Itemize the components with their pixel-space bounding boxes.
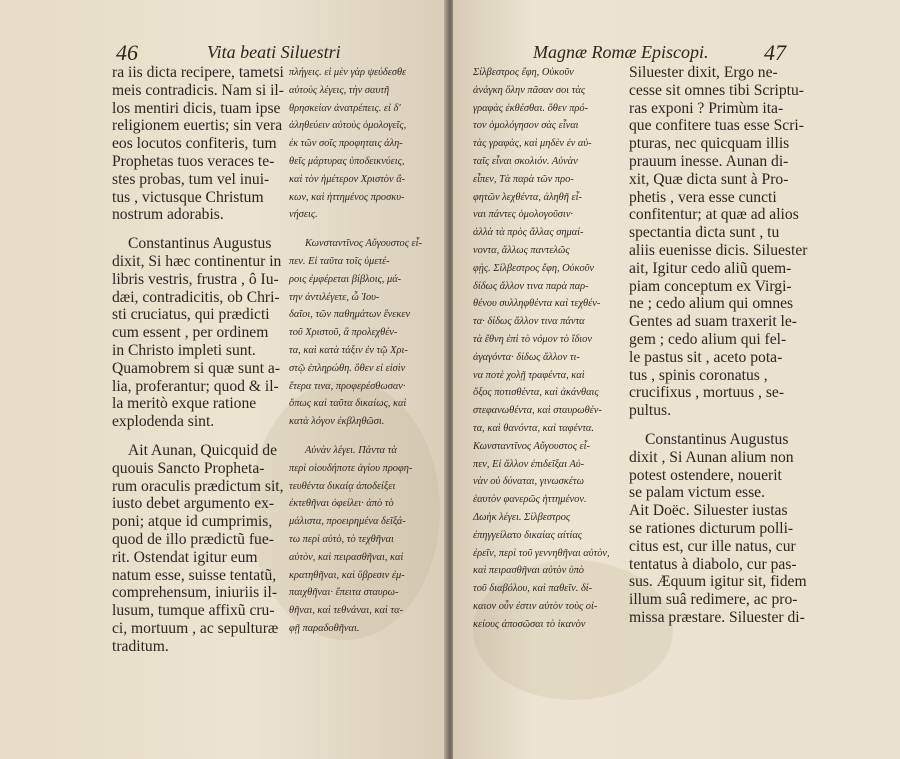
text-line: pultus. <box>629 402 672 420</box>
text-line: καὶ πειρασθῆναι αὐτὸν ὑπὸ <box>473 565 585 577</box>
text-line: δίδως ἄλλον τινα παρὰ παρ- <box>473 280 589 292</box>
text-line: ἀληθεύειν αὐτοὺς ὁμολογεῖς, <box>289 120 407 132</box>
text-line: γραφὰς ἐκθέσθαι. ὅθεν πρό- <box>473 102 589 114</box>
text-line: nostrum adorabis. <box>112 206 224 224</box>
text-line: ἐπηγγείλατο δικαίας αἰτίας <box>473 529 583 541</box>
text-line: Constantinus Augustus <box>128 235 272 253</box>
text-line: τα, καὶ θανόντα, καὶ ταφέντα. <box>473 422 594 434</box>
text-line: ροις ἐμφέρεται βίβλοις, μά- <box>289 273 402 285</box>
text-line: να ποτὲ χολῇ τραφέντα, καὶ <box>473 369 585 381</box>
text-line: Ait Aunan, Quicquid de <box>128 441 277 459</box>
text-line: spectantia dicta sunt , tu <box>629 224 780 242</box>
text-line: gem ; cedo alium qui fel- <box>629 330 787 348</box>
text-line: ἑαυτὸν φανερῶς ἡττημένον. <box>473 494 587 506</box>
text-line: missa præstare. Siluester di- <box>629 608 805 626</box>
text-line: καὶ τὸν ἡμέτερον Χριστὸν ἄ- <box>289 173 406 185</box>
text-line: ὄξος ποτισθέντα, καὶ ἀκάνθαις <box>473 387 599 399</box>
text-line: Constantinus Augustus <box>645 430 789 448</box>
paragraph-break <box>629 420 809 431</box>
text-line: τὰ ἔθνη ἐπὶ τὸ νόμον τὸ ἴδιον <box>473 333 592 345</box>
text-line: νὰν οὐ δύναται, γινωσκέτω <box>473 476 584 488</box>
text-line: rit. Ostendat igitur eum <box>112 548 258 566</box>
text-line: τευθέντα δικαίᾳ ἀποδείξει <box>289 480 396 492</box>
text-line: δαῖοι, τῶν παθημάτων ἕνεκεν <box>289 309 411 321</box>
right-page <box>453 0 900 759</box>
text-line: stes probas, tum vel inui- <box>112 170 270 188</box>
left-page <box>0 0 447 759</box>
text-line: ναι πάντες ὁμολογοῦσιν· <box>473 209 574 221</box>
text-line: traditum. <box>112 637 169 655</box>
text-line: dixit , Si Aunan alium non <box>629 448 794 466</box>
text-line: τοῦ Χριστοῦ, ἃ προλεχθέν- <box>289 327 398 339</box>
text-line: natum esse, suisse tentatũ, <box>112 566 277 584</box>
text-line: tus , spinis coronatus , <box>629 366 768 384</box>
text-line: κρατηθῆναι, καὶ ὕβρεσιν ἐμ- <box>289 569 405 581</box>
text-line: μάλιστα, προειρημένα δεῖξά- <box>289 516 406 528</box>
text-line: cum essent , per ordinem <box>112 324 269 342</box>
text-line: pturas, nec quicquam illis <box>629 135 790 153</box>
text-line: ὅπως καὶ ταῦτα δικαίως, καὶ <box>289 398 407 410</box>
text-line: στεφανωθέντα, καὶ σταυρωθέν- <box>473 405 602 417</box>
text-line: ra iis dicta recipere, tametsi <box>112 64 284 81</box>
text-line: ἀνάγκη ὅλην πᾶσαν σοι τὰς <box>473 84 586 96</box>
text-line: iusto debet argumento ex- <box>112 495 275 513</box>
text-line: Quamobrem si quæ sunt a- <box>112 359 281 377</box>
page-number: 47 <box>764 40 786 65</box>
greek-column <box>473 64 628 634</box>
text-line: explodenda sint. <box>112 413 215 431</box>
text-line: se rationes dicturum polli- <box>629 519 794 537</box>
text-line: aliis euenisse dicis. Siluester <box>629 241 808 259</box>
text-line: ci, mortuum , ac sepulturæ <box>112 619 279 637</box>
paragraph-break <box>289 224 439 235</box>
text-line: κων, καὶ ἡττημένος προσκυ- <box>289 191 405 203</box>
text-line: περὶ οἱουδήποτε ἁγίου προφη- <box>289 462 413 474</box>
text-line: xit, Quæ dicta sunt à Pro- <box>629 170 789 188</box>
paragraph-break <box>289 431 439 442</box>
text-line: potest ostendere, nouerit <box>629 466 782 484</box>
text-line: ταῖς εἶναι σκολιόν. Αὐνὰν <box>473 155 578 167</box>
text-line: sus. Æquum igitur sit, fidem <box>629 573 807 591</box>
text-line: Κωνσταντῖνος Αὔγουστος εἶ- <box>473 440 590 452</box>
text-line: citus est, cur ille natus, cur <box>629 537 796 555</box>
text-line: ἕτερα τινα, προφερέσθωσαν· <box>289 380 406 392</box>
text-line: phetis , vera esse cuncti <box>629 188 777 206</box>
text-line: le pastus sit , aceto pota- <box>629 348 783 366</box>
text-line: πεν, Εἰ ἄλλον ἐπιδεῖξαι Αὐ- <box>473 458 585 470</box>
text-line: καιον οὖν ἐστιν αὐτὸν τοὺς οἰ- <box>473 600 598 612</box>
text-line: Δωὴκ λέγει. Σίλβεστρος <box>473 511 571 523</box>
text-line: θεῖς μάρτυρας ὑποδεικνύεις, <box>289 155 405 167</box>
text-line: ἀγαγόντα· δίδως ἄλλον τι- <box>473 351 580 363</box>
running-head: Magnæ Romæ Episcopi. <box>533 42 709 62</box>
text-line: ἐκτεθῆναι ὀφείλει· ἀπὸ τὸ <box>289 498 394 510</box>
text-line: tentatus à diabolo, cur pas- <box>629 555 797 573</box>
text-line: crucifixus , mortuus , se- <box>629 384 785 402</box>
latin-column <box>112 64 287 656</box>
text-line: ras exponi ? Primùm ita- <box>629 99 784 117</box>
text-line: sti cruciatus, qui prædicti <box>112 306 270 324</box>
text-line: cesse sit omnes tibi Scriptu- <box>629 81 804 99</box>
text-line: κατὰ λόγον ἐκβληθῶσι. <box>289 416 385 428</box>
text-line: eos locutos confiteris, tum <box>112 135 277 153</box>
running-head: Vita beati Siluestri <box>207 42 341 62</box>
text-line: lusum, tumque affixũ cru- <box>112 602 275 620</box>
text-line: την ἀντιλέγετε, ὦ Ἰου- <box>289 291 380 303</box>
text-line: πλήγεις. εἰ μὲν γὰρ ψεύδεσθε <box>289 67 407 78</box>
text-line: τοῦ διαβόλου, καὶ παθεῖν. δί- <box>473 583 593 595</box>
text-line: rum oraculis prædictum sit, <box>112 477 284 495</box>
text-line: τα, καὶ κατὰ τάξιν ἐν τῷ Χρι- <box>289 344 408 356</box>
text-line: tus , victusque Christum <box>112 188 264 206</box>
text-line: ἀλλὰ τὰ πρὸς ἄλλας σημαί- <box>473 227 584 239</box>
text-line: Siluester dixit, Ergo ne- <box>629 64 778 81</box>
text-line: τον ὁμολόγησον σὰς εἶναι <box>473 120 579 132</box>
text-line: ne ; cedo alium qui omnes <box>629 295 794 313</box>
latin-column <box>629 64 809 627</box>
text-line: quod de illo prædictũ fue- <box>112 530 274 548</box>
text-line: εἶπεν, Τὰ παρὰ τῶν προ- <box>473 173 574 185</box>
text-line: Gentes ad suam traxerit le- <box>629 313 797 331</box>
text-line: illum suâ redimere, ac pro- <box>629 591 798 609</box>
text-line: θρησκείαν ἀνατρέπεις. εἰ δ' <box>289 102 401 114</box>
text-line: dæi, contradicitis, ob Chri- <box>112 288 280 306</box>
text-line: φητῶν λεχθέντα, ἀληθῆ εἶ- <box>473 191 582 203</box>
text-line: θένου συλληφθέντα καὶ τεχθέν- <box>473 298 601 310</box>
text-line: φῇ παραδοθῆναι. <box>289 622 360 634</box>
text-line: παιχθῆναι· ἔπειτα σταυρω- <box>289 587 399 599</box>
text-line: dixit, Si hæc continentur in <box>112 252 282 270</box>
text-line: religionem euertis; sin vera <box>112 117 283 135</box>
text-line: comprehensum, iniuriis il- <box>112 584 278 602</box>
text-line: ait, Igitur cedo aliũ quem- <box>629 259 792 277</box>
text-line: Prophetas tuos veraces te- <box>112 152 275 170</box>
greek-column <box>289 64 439 638</box>
text-line: Κωνσταντῖνος Αὔγουστος εἶ- <box>305 238 422 250</box>
text-line: piam conceptum ex Virgi- <box>629 277 792 295</box>
text-line: πεν. Εἰ ταῦτα τοῖς ὑμετέ- <box>289 255 390 267</box>
paragraph-break <box>112 224 287 235</box>
text-line: lia, proferantur; quod & il- <box>112 377 279 395</box>
text-line: prauum inesse. Aunan di- <box>629 152 789 170</box>
text-line: ἐκ τῶν σοῖς προφηταις ἀλη- <box>289 138 403 150</box>
text-line: φῂς. Σίλβεστρος ἔφη, Οὐκοῦν <box>473 262 595 274</box>
text-line: Ait Doëc. Siluester iustas <box>629 502 788 520</box>
text-line: ἐρεῖν, περὶ τοῦ γεννηθῆναι αὐτὸν, <box>473 547 610 559</box>
text-line: αὐτὸν, καὶ πειρασθῆναι, καὶ <box>289 551 404 563</box>
text-line: poni; atque id cumprimis, <box>112 513 273 531</box>
text-line: τα· δίδως ἄλλον τινα πάντα <box>473 316 585 328</box>
text-line: la meritò exque ratione <box>112 395 257 413</box>
text-line: τω περὶ αὐτὸ, τὸ τεχθῆναι <box>289 533 394 545</box>
text-line: θῆναι, καὶ τεθνάναι, καὶ τα- <box>289 605 404 617</box>
text-line: νήσεις. <box>289 209 318 221</box>
text-line: in Christo impleti sunt. <box>112 341 256 359</box>
text-line: αὐτοὺς λέγεις, τὴν σαυτῆ <box>289 84 390 96</box>
text-line: que confitere tuas esse Scri- <box>629 117 804 135</box>
page-number: 46 <box>116 40 138 65</box>
text-line: κείους ἀποσῶσαι τὸ ἰκανὸν <box>473 618 586 630</box>
text-line: Σίλβεστρος ἔφη, Οὐκοῦν <box>473 67 574 78</box>
text-line: los mentiri dicis, tuam ipse <box>112 99 281 117</box>
paragraph-break <box>112 431 287 442</box>
text-line: τὰς γραφὰς, καὶ μηδὲν ἐν αὐ- <box>473 138 592 150</box>
text-line: se palam victum esse. <box>629 484 765 502</box>
text-line: confitentur; at quæ ad alios <box>629 206 799 224</box>
text-line: νοντα, ἄλλως παντελῶς <box>473 244 570 256</box>
text-line: meis contradicis. Nam si il- <box>112 81 284 99</box>
text-line: libris vestris, frustra , ô Iu- <box>112 270 279 288</box>
text-line: Αὐνὰν λέγει. Πάντα τὰ <box>305 444 397 456</box>
text-line: quouis Sancto Propheta- <box>112 459 265 477</box>
text-line: στῷ ἐπληρώθη. ὅθεν εἰ εἰσὶν <box>289 362 406 374</box>
